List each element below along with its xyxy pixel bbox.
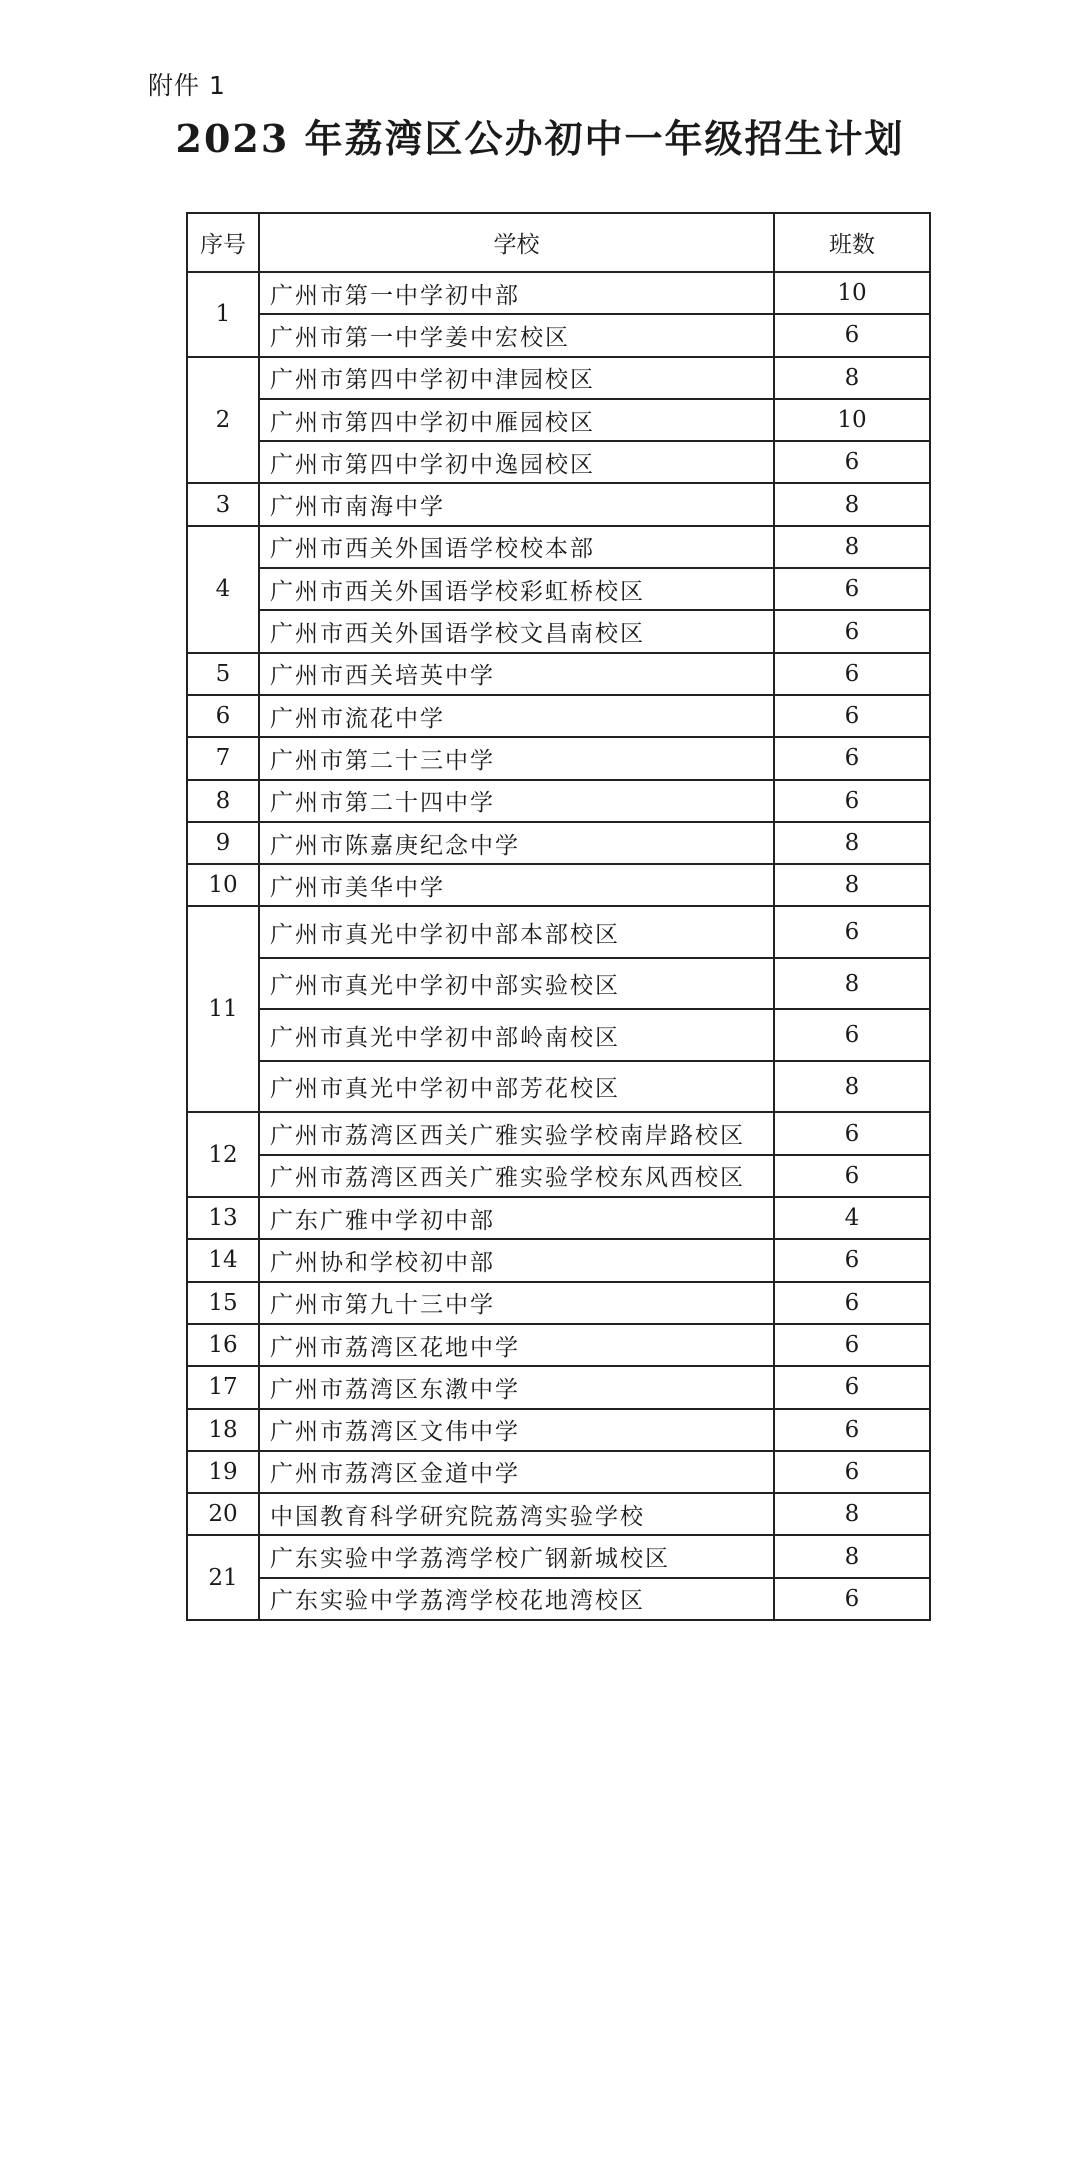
enrollment-plan-table <box>186 212 931 1621</box>
school-cell: 广州市第九十三中学 <box>259 1282 774 1324</box>
table-header-row <box>187 213 930 272</box>
seq-cell: 6 <box>187 695 259 737</box>
school-cell: 广州市荔湾区西关广雅实验学校南岸路校区 <box>259 1112 774 1154</box>
school-cell: 广州市西关外国语学校校本部 <box>259 526 774 568</box>
school-cell: 广州协和学校初中部 <box>259 1239 774 1281</box>
table-row <box>187 1155 930 1197</box>
school-cell: 广东广雅中学初中部 <box>259 1197 774 1239</box>
table-row <box>187 1451 930 1493</box>
classes-cell: 8 <box>774 864 930 906</box>
classes-cell: 6 <box>774 1324 930 1366</box>
classes-cell: 8 <box>774 958 930 1010</box>
attachment-label: 附件 1 <box>148 71 226 100</box>
table-row <box>187 737 930 779</box>
seq-cell: 14 <box>187 1239 259 1281</box>
table-row <box>187 695 930 737</box>
school-cell: 广东实验中学荔湾学校广钢新城校区 <box>259 1535 774 1577</box>
school-cell: 广州市第一中学初中部 <box>259 272 774 314</box>
table-row <box>187 357 930 399</box>
header-classes: 班数 <box>774 213 930 272</box>
classes-cell: 6 <box>774 653 930 695</box>
classes-cell: 6 <box>774 780 930 822</box>
classes-cell: 6 <box>774 1282 930 1324</box>
seq-cell: 2 <box>187 357 259 484</box>
table-row <box>187 1324 930 1366</box>
classes-cell: 6 <box>774 1112 930 1154</box>
table-row <box>187 906 930 958</box>
school-cell: 广州市真光中学初中部本部校区 <box>259 906 774 958</box>
seq-cell: 20 <box>187 1493 259 1535</box>
seq-cell: 17 <box>187 1366 259 1408</box>
classes-cell: 6 <box>774 1366 930 1408</box>
classes-cell: 10 <box>774 272 930 314</box>
table-row <box>187 1578 930 1620</box>
table-row <box>187 1197 930 1239</box>
seq-cell: 5 <box>187 653 259 695</box>
table-row <box>187 568 930 610</box>
table-row <box>187 314 930 356</box>
school-cell: 广州市荔湾区东漖中学 <box>259 1366 774 1408</box>
table-row <box>187 1366 930 1408</box>
seq-cell: 9 <box>187 822 259 864</box>
table-row <box>187 1239 930 1281</box>
seq-cell: 8 <box>187 780 259 822</box>
seq-cell: 3 <box>187 483 259 525</box>
school-cell: 广州市第四中学初中津园校区 <box>259 357 774 399</box>
school-cell: 广州市第二十四中学 <box>259 780 774 822</box>
classes-cell: 6 <box>774 1155 930 1197</box>
classes-cell: 6 <box>774 1009 930 1061</box>
school-cell: 广州市美华中学 <box>259 864 774 906</box>
classes-cell: 6 <box>774 906 930 958</box>
table-row <box>187 1535 930 1577</box>
classes-cell: 6 <box>774 568 930 610</box>
table-row <box>187 526 930 568</box>
school-cell: 广州市荔湾区西关广雅实验学校东风西校区 <box>259 1155 774 1197</box>
classes-cell: 6 <box>774 441 930 483</box>
table-row <box>187 399 930 441</box>
classes-cell: 6 <box>774 1239 930 1281</box>
table-row <box>187 610 930 652</box>
classes-cell: 8 <box>774 1493 930 1535</box>
classes-cell: 6 <box>774 1578 930 1620</box>
school-cell: 广州市真光中学初中部岭南校区 <box>259 1009 774 1061</box>
classes-cell: 8 <box>774 357 930 399</box>
table-row <box>187 483 930 525</box>
seq-cell: 4 <box>187 526 259 653</box>
table-row <box>187 1409 930 1451</box>
school-cell: 广州市第四中学初中逸园校区 <box>259 441 774 483</box>
table-row <box>187 864 930 906</box>
classes-cell: 6 <box>774 737 930 779</box>
seq-cell: 19 <box>187 1451 259 1493</box>
classes-cell: 6 <box>774 610 930 652</box>
table-row <box>187 272 930 314</box>
seq-cell: 12 <box>187 1112 259 1197</box>
page-title: 2023 年荔湾区公办初中一年级招生计划 <box>175 116 905 161</box>
seq-cell: 7 <box>187 737 259 779</box>
seq-cell: 13 <box>187 1197 259 1239</box>
seq-cell: 15 <box>187 1282 259 1324</box>
classes-cell: 8 <box>774 526 930 568</box>
classes-cell: 6 <box>774 1451 930 1493</box>
table-row <box>187 441 930 483</box>
table-row <box>187 1009 930 1061</box>
school-cell: 中国教育科学研究院荔湾实验学校 <box>259 1493 774 1535</box>
table-row <box>187 780 930 822</box>
school-cell: 广州市西关外国语学校文昌南校区 <box>259 610 774 652</box>
school-cell: 广州市南海中学 <box>259 483 774 525</box>
school-cell: 广州市第一中学姜中宏校区 <box>259 314 774 356</box>
school-cell: 广州市西关外国语学校彩虹桥校区 <box>259 568 774 610</box>
school-cell: 广东实验中学荔湾学校花地湾校区 <box>259 1578 774 1620</box>
school-cell: 广州市西关培英中学 <box>259 653 774 695</box>
seq-cell: 1 <box>187 272 259 357</box>
classes-cell: 4 <box>774 1197 930 1239</box>
school-cell: 广州市真光中学初中部芳花校区 <box>259 1061 774 1113</box>
classes-cell: 6 <box>774 695 930 737</box>
classes-cell: 8 <box>774 1535 930 1577</box>
table-row <box>187 1282 930 1324</box>
seq-cell: 18 <box>187 1409 259 1451</box>
table-row <box>187 1493 930 1535</box>
table-row <box>187 958 930 1010</box>
school-cell: 广州市陈嘉庚纪念中学 <box>259 822 774 864</box>
school-cell: 广州市第四中学初中雁园校区 <box>259 399 774 441</box>
classes-cell: 8 <box>774 822 930 864</box>
header-school: 学校 <box>259 213 774 272</box>
table-body <box>187 272 930 1620</box>
school-cell: 广州市流花中学 <box>259 695 774 737</box>
header-seq: 序号 <box>187 213 259 272</box>
classes-cell: 8 <box>774 483 930 525</box>
school-cell: 广州市荔湾区文伟中学 <box>259 1409 774 1451</box>
table-row <box>187 822 930 864</box>
seq-cell: 21 <box>187 1535 259 1620</box>
school-cell: 广州市荔湾区花地中学 <box>259 1324 774 1366</box>
seq-cell: 11 <box>187 906 259 1112</box>
seq-cell: 16 <box>187 1324 259 1366</box>
classes-cell: 6 <box>774 1409 930 1451</box>
school-cell: 广州市真光中学初中部实验校区 <box>259 958 774 1010</box>
table-row <box>187 1112 930 1154</box>
classes-cell: 10 <box>774 399 930 441</box>
table-row <box>187 1061 930 1113</box>
seq-cell: 10 <box>187 864 259 906</box>
classes-cell: 8 <box>774 1061 930 1113</box>
school-cell: 广州市荔湾区金道中学 <box>259 1451 774 1493</box>
school-cell: 广州市第二十三中学 <box>259 737 774 779</box>
table-row <box>187 653 930 695</box>
classes-cell: 6 <box>774 314 930 356</box>
